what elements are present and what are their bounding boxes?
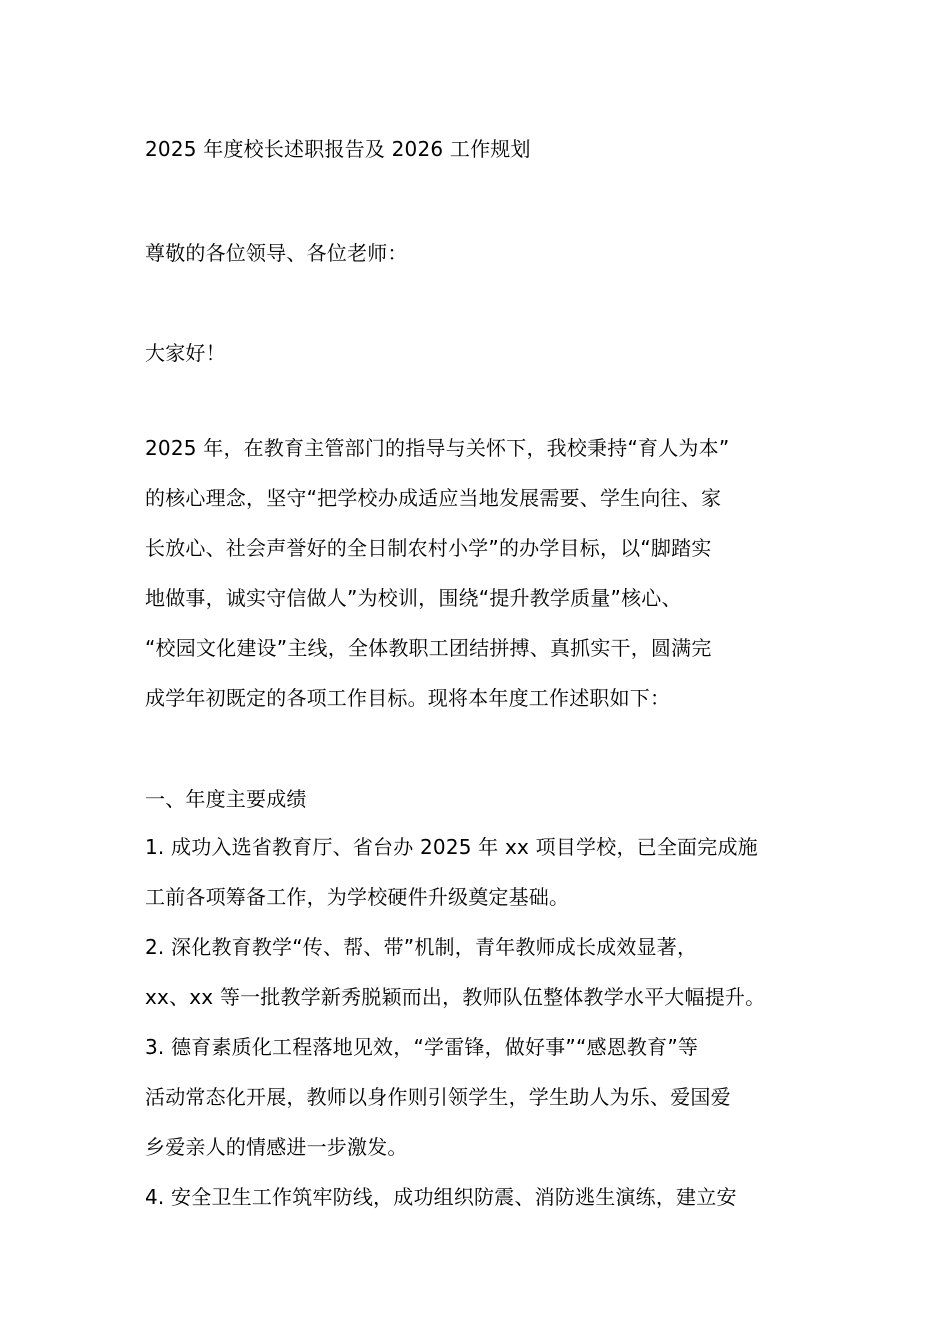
greeting: 尊敬的各位领导、各位老师： [145,241,408,265]
list-item-line: 1. 成功入选省教育厅、省台办 2025 年 xx 项目学校，已全面完成施 [145,835,758,859]
list-item-line: 乡爱亲人的情感进一步激发。 [145,1135,408,1159]
intro-line: 2025 年，在教育主管部门的指导与关怀下，我校秉持“育人为本” [145,436,730,460]
salutation: 大家好！ [145,341,226,365]
list-item-line: 2. 深化教育教学“传、帮、带”机制，青年教师成长成效显著， [145,935,698,959]
intro-line: 地做事，诚实守信做人”为校训，围绕“提升教学质量”核心、 [145,586,682,610]
intro-line: 长放心、社会声誉好的全日制农村小学”的办学目标，以“脚踏实 [145,536,712,560]
intro-line: 的核心理念，坚守“把学校办成适应当地发展需要、学生向往、家 [145,486,722,510]
section-heading: 一、年度主要成绩 [145,787,307,811]
document-title: 2025 年度校长述职报告及 2026 工作规划 [145,137,531,161]
list-item-line: xx、xx 等一批教学新秀脱颖而出，教师队伍整体教学水平大幅提升。 [145,985,766,1009]
intro-line: “校园文化建设”主线，全体教职工团结拼搏、真抓实干，圆满完 [145,636,712,660]
list-item-line: 4. 安全卫生工作筑牢防线，成功组织防震、消防逃生演练，建立安 [145,1185,737,1209]
list-item-line: 活动常态化开展，教师以身作则引领学生，学生助人为乐、爱国爱 [145,1085,731,1109]
intro-line: 成学年初既定的各项工作目标。现将本年度工作述职如下： [145,686,671,710]
list-item-line: 3. 德育素质化工程落地见效，“学雷锋，做好事”“感恩教育”等 [145,1035,699,1059]
list-item-line: 工前各项筹备工作，为学校硬件升级奠定基础。 [145,885,570,909]
